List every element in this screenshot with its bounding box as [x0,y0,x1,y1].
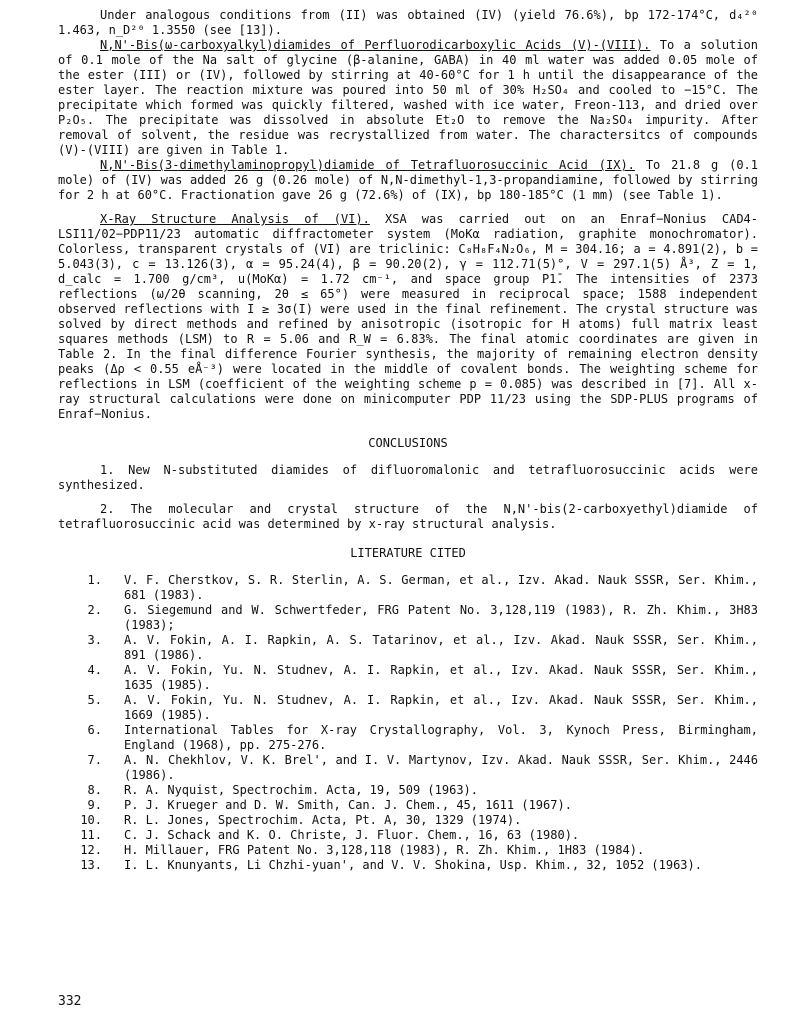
conclusion-1: 1. New N-substituted diamides of difluoromalonic and tetrafluorosuccinic acids were synthesized. [58,463,758,492]
reference-item [58,813,758,828]
section-text-dimethylaminopropyl: To 21.8 g (0.1 mole) of (IV) was added 26 g (0.26 mole) of N,N-dimethyl-1,3-propandiamine, followed by stirring for 2 h at 60°C. Fractionation gave 26 g (72.6%) of (IX), bp 180-185°C (1 mm) (see Table 1). [58,158,759,202]
reference-text: I. L. Knunyants, Li Chzhi-yuan', and V. V. Shokina, Usp. Khim., 32, 1052 (1963). [124,858,702,872]
reference-text: H. Millauer, FRG Patent No. 3,128,118 (1983), R. Zh. Khim., 1H83 (1984). [124,843,645,857]
reference-number: 10. [80,813,102,827]
section-title-bis-carboxyalkyl: N,N'-Bis(ω-carboxyalkyl)diamides of Perfluorodicarboxylic Acids (V)-(VIII). [100,38,651,52]
reference-list [58,573,758,873]
reference-item [58,843,758,858]
conclusions-heading: CONCLUSIONS [368,436,448,450]
reference-number: 9. [87,798,102,812]
paragraph-bis-carboxyalkyl [58,38,758,158]
reference-text: P. J. Krueger and D. W. Smith, Can. J. Chem., 45, 1611 (1967). [124,798,572,812]
reference-number: 5. [87,693,102,707]
reference-item [58,783,758,798]
paragraph-intro: Under analogous conditions from (II) was obtained (IV) (yield 76.6%), bp 172-174°C, d₄²⁰ 1.463, n_D²⁰ 1.3550 (see [13]). [58,8,758,37]
reference-text: International Tables for X-ray Crystallography, Vol. 3, Kynoch Press, Birmingham, England (1968), pp. 275-276. [124,723,758,752]
section-title-dimethylaminopropyl: N,N'-Bis(3-dimethylaminopropyl)diamide of Tetrafluorosuccinic Acid (IX). [100,158,635,172]
reference-item [58,798,758,813]
reference-number: 8. [87,783,102,797]
reference-item [58,603,758,633]
reference-item [58,828,758,843]
paragraph-xray [58,212,758,422]
reference-text: A. N. Chekhlov, V. K. Brel', and I. V. Martynov, Izv. Akad. Nauk SSSR, Ser. Khim., 2446 (1986). [124,753,758,782]
reference-number: 13. [80,858,102,872]
section-title-xray: X-Ray Structure Analysis of (VI). [100,212,370,226]
reference-number: 4. [87,663,102,677]
reference-number: 2. [87,603,102,617]
reference-number: 6. [87,723,102,737]
conclusion-2: 2. The molecular and crystal structure of the N,N'-bis(2-carboxyethyl)diamide of tetrafluorosuccinic acid was determined by x-ray structural analysis. [58,502,758,531]
reference-number: 1. [87,573,102,587]
section-text-bis-carboxyalkyl: To a solution of 0.1 mole of the Na salt of glycine (β-alanine, GABA) in 40 ml water was added 0.05 mole of the ester (III) or (IV), followed by stirring at 40-60°C for 1 h until the disappearance of the ester layer. The reaction mixture was poured into 50 ml of 30% H₂SO₄ and cooled to −15°C. The precipitate which formed was quickly filtered, washed with ice water, Freon-113, and dried over P₂O₅. The precipitate was dissolved in absolute Et₂O to remove the Na₂SO₄ impurity. After removal of solvent, the residue was recrystallized from water. The charactersitcs of compounds (V)-(VIII) are given in Table 1. [58,38,758,157]
reference-text: A. V. Fokin, Yu. N. Studnev, A. I. Rapkin, et al., Izv. Akad. Nauk SSSR, Ser. Khim., 1635 (1985). [124,663,758,692]
section-text-xray: XSA was carried out on an Enraf−Nonius CAD4-LSI11/02−PDP11/23 automatic diffractometer system (MoKα radiation, graphite monochromator). Colorless, transparent crystals of (VI) are triclinic: C₈H₈F₄N₂O₆, M = 304.16; a = 4.891(2), b = 5.043(3), c = 13.126(3), α = 95.24(4), β = 90.20(2), γ = 112.71(5)°, V = 297.1(5) Å³, Z = 1, d_calc = 1.700 g/cm³, u(MoKα) = 1.72 cm⁻¹, and space group P1̄. The intensities of 2373 reflections (ω/2θ scanning, 2θ ≤ 65°) were measured in reciprocal space; 1588 independent observed reflections with I ≥ 3σ(I) were used in the final refinement. The crystal structure was solved by direct methods and refined by anisotropic (isotropic for H atoms) full matrix least squares methods (LSM) to R = 5.06 and R_W = 6.83%. The final atomic coordinates are given in Table 2. In the final difference Fourier synthesis, the majority of remaining electron density peaks (Δρ < 0.55 eÅ⁻³) were located in the middle of covalent bonds. The weighting scheme for reflections in LSM (coefficient of the weighting scheme p = 0.085) was described in [7]. All x-ray structural calculations were done on minicomputer PDP 11/23 using the SDP-PLUS programs of Enraf−Nonius. [58,212,758,421]
reference-text: R. A. Nyquist, Spectrochim. Acta, 19, 509 (1963). [124,783,479,797]
reference-text: C. J. Schack and K. O. Christe, J. Fluor. Chem., 16, 63 (1980). [124,828,580,842]
reference-text: G. Siegemund and W. Schwertfeder, FRG Patent No. 3,128,119 (1983), R. Zh. Khim., 3H83 (1983); [124,603,758,632]
reference-item [58,723,758,753]
paragraph-dimethylaminopropyl [58,158,758,203]
reference-number: 3. [87,633,102,647]
reference-number: 11. [80,828,102,842]
page-content [58,8,758,873]
reference-item [58,633,758,663]
reference-text: R. L. Jones, Spectrochim. Acta, Pt. A, 30, 1329 (1974). [124,813,522,827]
reference-text: V. F. Cherstkov, S. R. Sterlin, A. S. German, et al., Izv. Akad. Nauk SSSR, Ser. Khim., 681 (1983). [124,573,758,602]
literature-heading: LITERATURE CITED [350,546,466,560]
reference-text: A. V. Fokin, Yu. N. Studnev, A. I. Rapkin, et al., Izv. Akad. Nauk SSSR, Ser. Khim., 1669 (1985). [124,693,758,722]
reference-item [58,753,758,783]
reference-item [58,573,758,603]
reference-item [58,693,758,723]
reference-item [58,663,758,693]
reference-number: 12. [80,843,102,857]
reference-number: 7. [87,753,102,767]
page-number: 332 [58,994,82,1009]
reference-text: A. V. Fokin, A. I. Rapkin, A. S. Tatarinov, et al., Izv. Akad. Nauk SSSR, Ser. Khim., 891 (1986). [124,633,758,662]
reference-item [58,858,758,873]
